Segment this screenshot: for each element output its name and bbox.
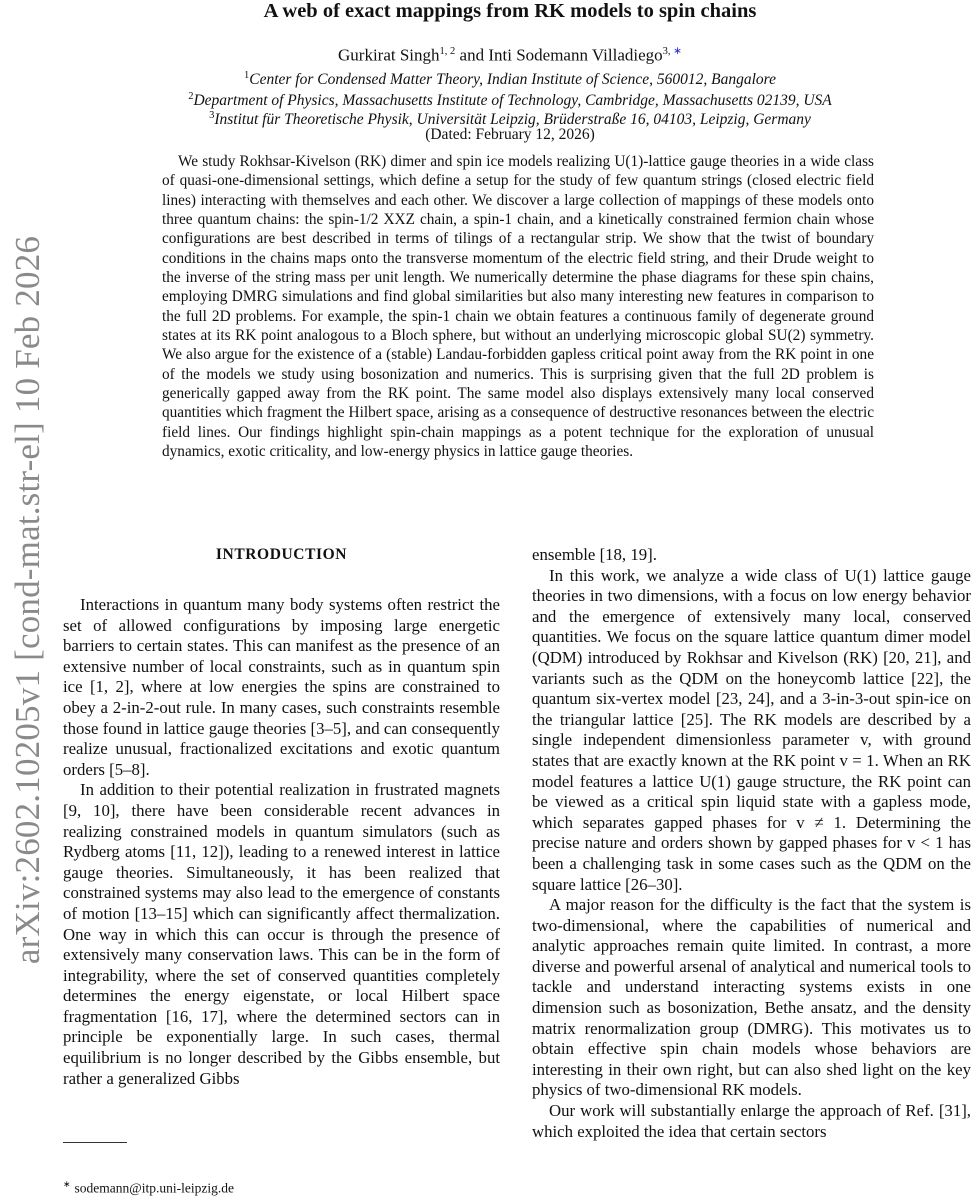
footnote	[63, 1176, 234, 1197]
affiliation-text: Institut für Theoretische Physik, Universität Leipzig, Brüderstraße 16, 04103, Leipzig, Germany	[214, 111, 811, 129]
body-paragraph-continuation: ensemble [18, 19].	[532, 545, 657, 564]
affiliation-number: 3	[209, 110, 215, 121]
author-affiliation-mark: 3, ∗	[662, 46, 682, 57]
body-paragraph: In this work, we analyze a wide class of U(1) lattice gauge theories in two dimensions, with a focus on low energy behavior and the emergence of extensively many local, conserved quantities. We focus on the square lattice quantum dimer model (QDM) introduced by Rokhsar and Kivelson (RK) [20, 21], and variants such as the QDM on the honeycomb lattice [22], the quantum six-vertex model [23, 24], and a 3-in-3-out spin-ice on the triangular lattice [25]. The RK models are described by a single independent dimensionless parameter v, with ground states that are exactly known at the RK point v = 1. When an RK model features a lattice U(1) gauge structure, the RK point can be viewed as a critical spin liquid state with a gapless mode, which separates gapped phases for v ≠ 1. Determining the precise nature and orders shown by gapped phases for v < 1 has been a challenging task in some cases such as the QDM on the square lattice [26–30].	[532, 565, 971, 894]
abstract: We study Rokhsar-Kivelson (RK) dimer and spin ice models realizing U(1)-lattice gauge theories in a wide class of quasi-one-dimensional settings, which define a setup for the study of few quantum strings (closed electric field lines) interacting with themselves and each other. We discover a large collection of mappings of these models onto three quantum chains: the spin-1/2 XXZ chain, a spin-1 chain, and a kinetically constrained fermion chain whose configurations are best described in terms of tilings of a rectangular strip. We show that the twist of boundary conditions in the chains maps onto the transverse momentum of the electric field string, and their Drude weight to the inverse of the string mass per unit length. We numerically determine the phase diagrams for these spin chains, employing DMRG simulations and find global similarities but also many interesting new features in comparison to the full 2D problems. For example, the spin-1 chain we obtain features a continuous family of degenerate ground states at its RK point analogous to a Bloch sphere, but without an underlying microscopic global SU(2) symmetry. We also argue for the existence of a (stable) Landau-forbidden gapless critical point away from the RK point in one of the models we study using bosonization and numerics. This is surprising given that the full 2D problem is generically gapped away from the RK point. The same model also displays extensively many local conserved quantities which fragment the Hilbert space, arising as a consequence of destructive resonances between the electric field lines. Our findings highlight spin-chain mappings as a potent technique for the exploration of unusual dynamics, exotic criticality, and low-energy physics in lattice gauge theories.	[162, 153, 874, 461]
footnote-divider	[63, 1142, 127, 1143]
body-paragraph: A major reason for the difficulty is the fact that the system is two-dimensional, where the capabilities of numerical and analytic approaches remain quite limited. In contrast, a more diverse and powerful arsenal of analytical and numerical tools to tackle and understand interacting systems exists in one dimension such as bosonization, Bethe ansatz, and the density matrix renormalization group (DMRG). This motivates us to obtain effective spin chain models whose behaviors are interesting in their own right, but can also shed light on the key physics of two-dimensional RK models.	[532, 895, 971, 1100]
body-paragraph: In addition to their potential realization in frustrated magnets [9, 10], there have been considerable recent advances in realizing constrained models in quantum simulators (such as Rydberg atoms [11, 12]), leading to a renewed interest in lattice gauge theories. Simultaneously, it has been realized that constrained systems may also lead to the emergence of constants of motion [13–15] which can significantly affect thermalization. One way in which this can occur is through the presence of extensively many conservation laws. This can be in the form of integrability, where the set of conserved quantities completely determines the energy eigenstate, or local Hilbert space fragmentation [16, 17], where the determined sectors can in principle be exponentially large. In such cases, thermal equilibrium is no longer described by the Gibbs ensemble, but rather a generalized Gibbs	[63, 780, 500, 1088]
author-affiliation-mark: 1, 2	[439, 46, 456, 57]
author-name: Inti Sodemann Villadiego	[488, 45, 663, 65]
left-column	[63, 545, 500, 1089]
authors-conjunction: and	[459, 45, 485, 65]
author-list	[60, 41, 960, 67]
section-heading-introduction: INTRODUCTION	[215, 546, 348, 563]
arxiv-identifier-stamp: arXiv:2602.10205v1 [cond-mat.str-el] 10 Feb 2026	[8, 235, 47, 965]
affiliation-text: Department of Physics, Massachusetts Institute of Technology, Cambridge, Massachusetts 02139, USA	[193, 92, 832, 110]
affiliation-number: 1	[243, 70, 250, 81]
affiliation-text: Center for Condensed Matter Theory, Indian Institute of Science, 560012, Bangalore	[249, 71, 777, 89]
affiliation-line	[60, 66, 960, 89]
corresponding-author-link[interactable]: ∗	[673, 46, 682, 57]
footnote-mark: ∗	[63, 1179, 71, 1189]
arxiv-sidebar	[0, 0, 52, 1200]
body-paragraph: Our work will substantially enlarge the approach of Ref. [31], which exploited the idea that certain sectors	[532, 1101, 971, 1141]
dated-line: (Dated: February 12, 2026)	[425, 126, 595, 143]
footnote-email[interactable]: sodemann@itp.uni-leipzig.de	[74, 1180, 234, 1196]
author-name: Gurkirat Singh	[338, 45, 440, 65]
affiliation-number: 2	[188, 91, 194, 102]
right-column	[532, 545, 971, 1142]
body-paragraph: Interactions in quantum many body systems often restrict the set of allowed configurations by imposing large energetic barriers to certain states. This can manifest as the presence of an extensive number of local constraints, such as in quantum spin ice [1, 2], where at low energies the spins are constrained to obey a 2-in-2-out rule. In many cases, such constraints resemble those found in lattice gauge theories [3–5], and can consequently realize unusual, fractionalized excitations and exotic quantum orders [5–8].	[63, 595, 500, 779]
paper-title: A web of exact mappings from RK models to spin chains	[263, 0, 757, 22]
